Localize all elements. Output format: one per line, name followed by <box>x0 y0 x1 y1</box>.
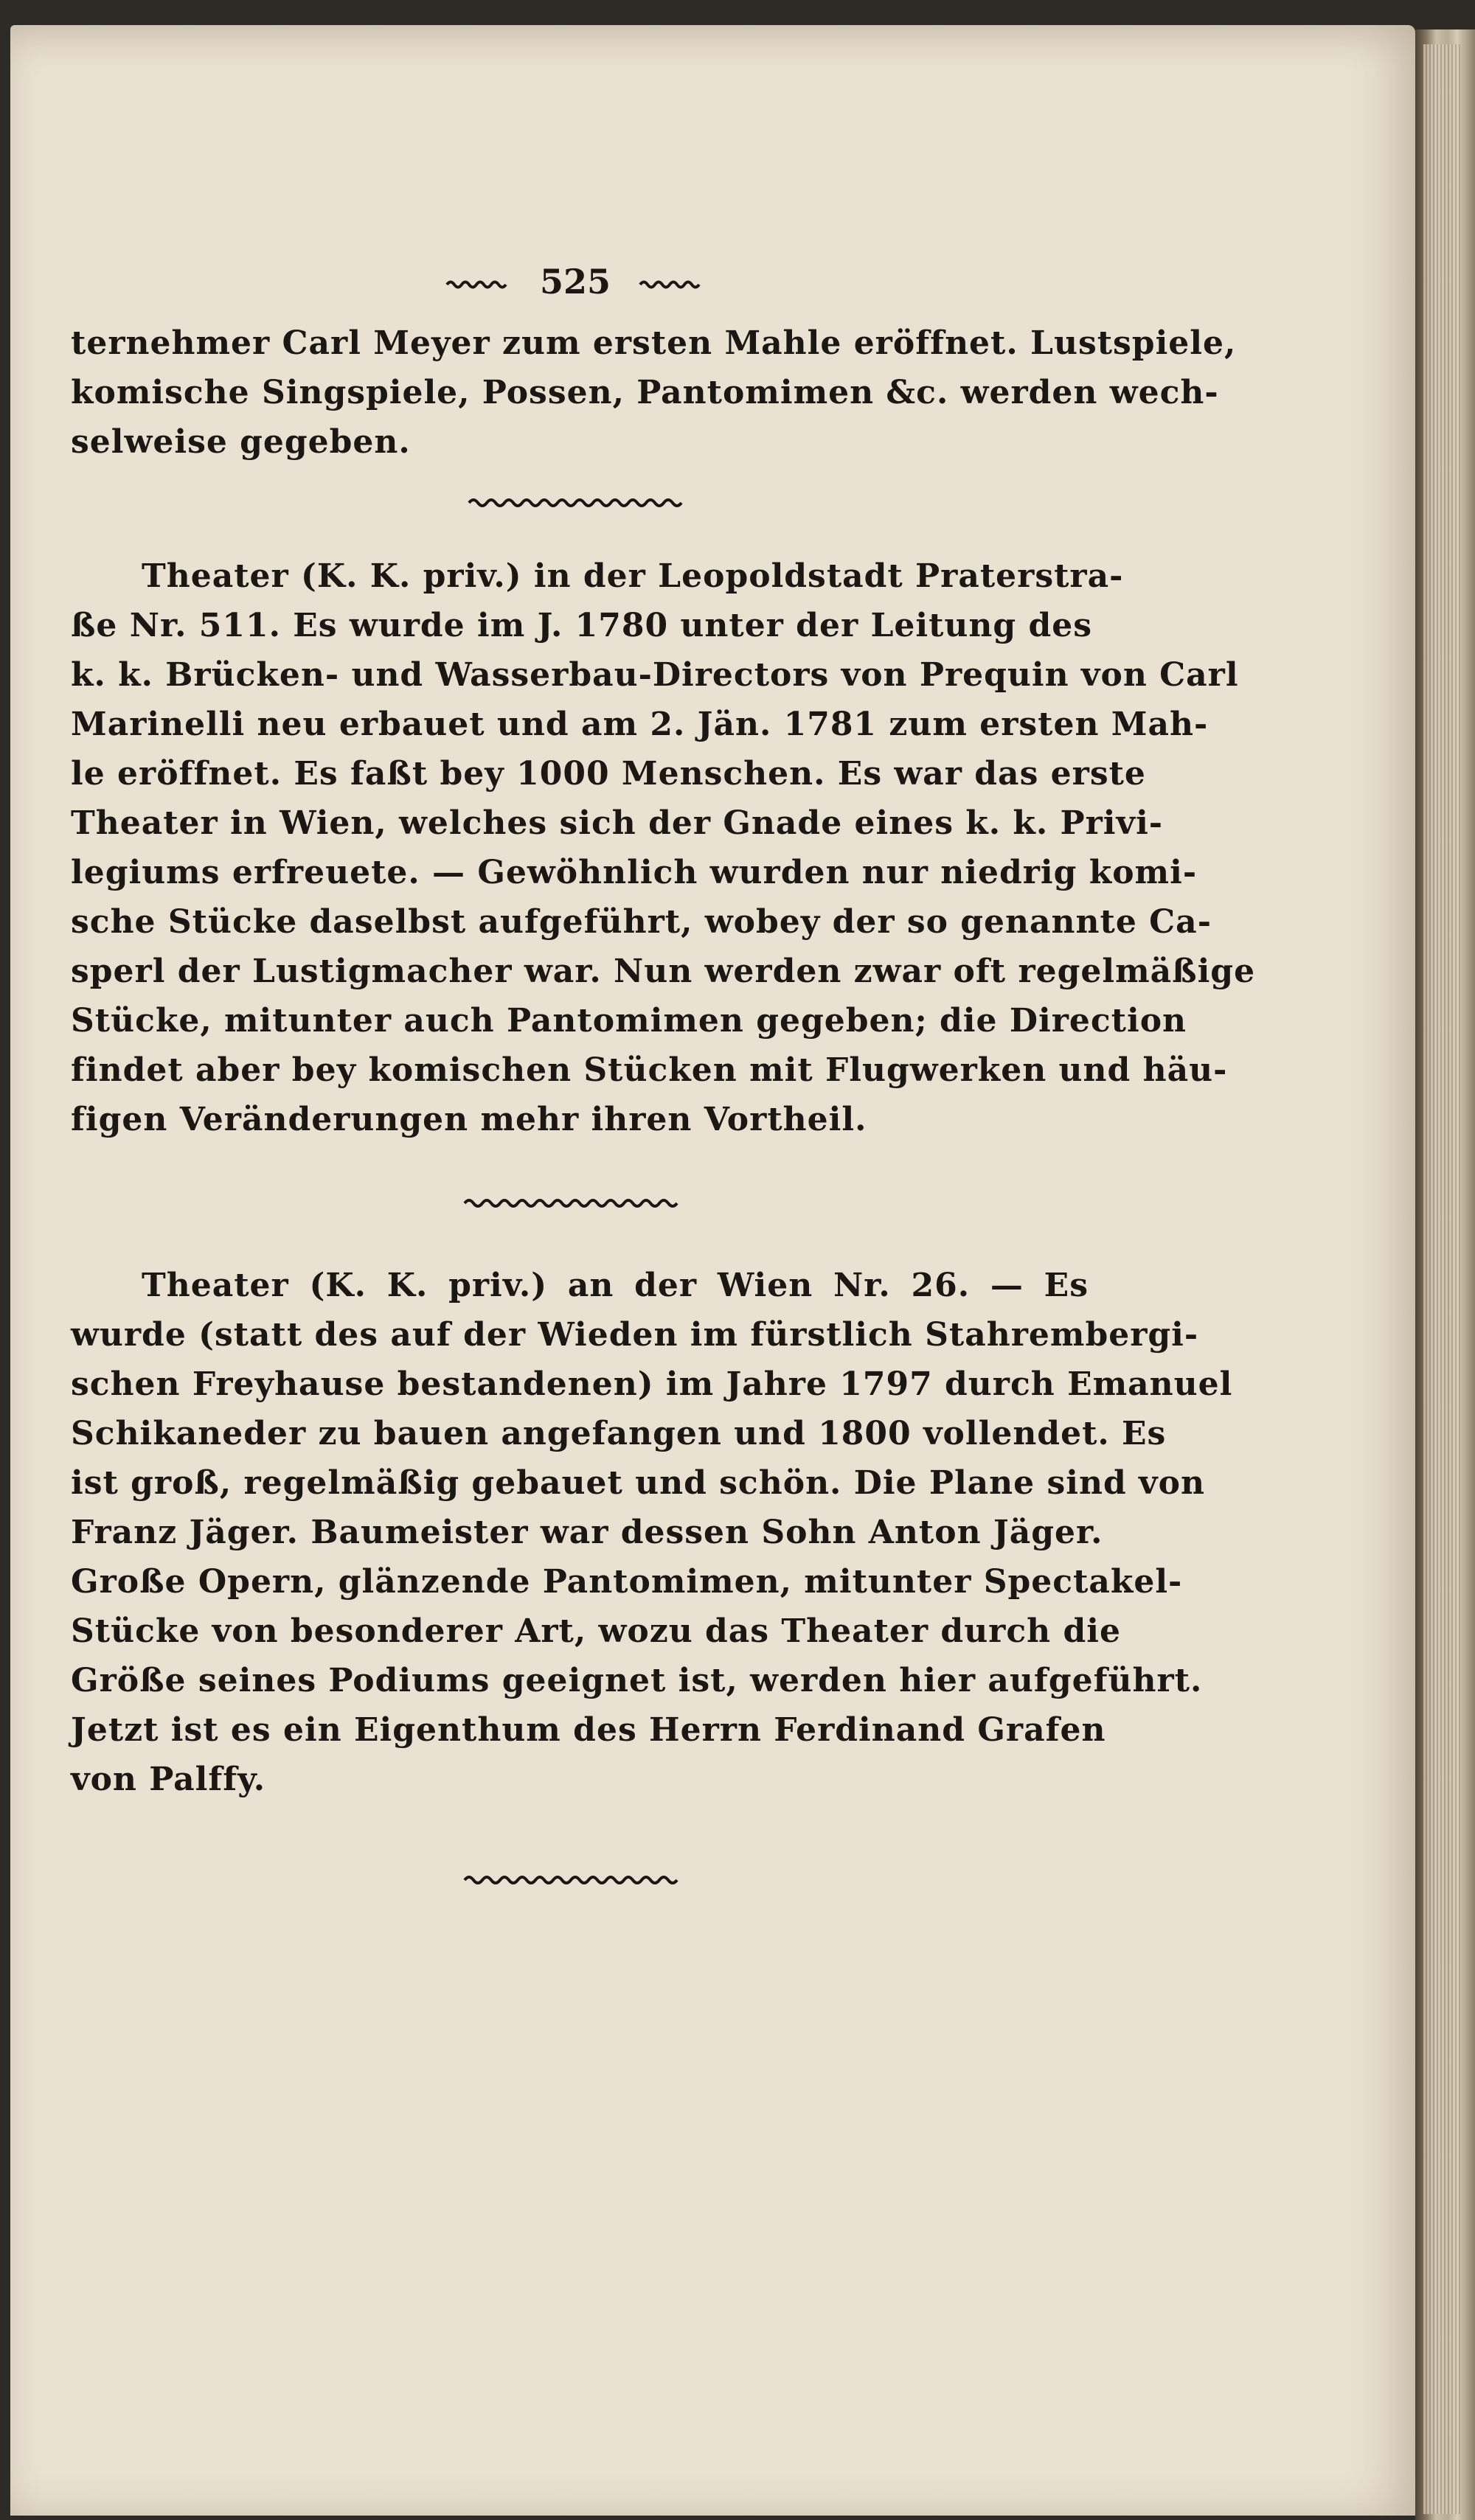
text-line: findet aber bey komischen Stücken mit Flugwerken und häu- <box>71 1051 1228 1089</box>
text-line: Franz Jäger. Baumeister war dessen Sohn Anton Jäger. <box>71 1514 1103 1551</box>
text-line: von Palffy. <box>71 1761 266 1798</box>
section-divider <box>466 495 687 510</box>
paragraph-1 <box>71 319 1237 467</box>
text-line: komische Singspiele, Possen, Pantomimen &c. werden wech- <box>71 374 1219 411</box>
page-header <box>413 262 738 302</box>
text-line: Stücke von besonderer Art, wozu das Theater durch die <box>71 1612 1121 1650</box>
text-line: ternehmer Carl Meyer zum ersten Mahle eröffnet. Lustspiele, <box>71 324 1237 362</box>
text-line: ße Nr. 511. Es wurde im J. 1780 unter der Leitung des <box>71 607 1093 644</box>
text-line: figen Veränderungen mehr ihren Vortheil. <box>71 1101 867 1138</box>
ornament-right <box>639 279 705 290</box>
text-line: Theater in Wien, welches sich der Gnade eines k. k. Privi- <box>71 804 1164 842</box>
text-line: sche Stücke daselbst aufgeführt, wobey der so genannte Ca- <box>71 903 1212 941</box>
section-divider <box>462 1873 683 1887</box>
text-line: Theater (K. K. priv.) an der Wien Nr. 26. — Es <box>142 1267 1089 1304</box>
page-number: 525 <box>539 262 611 302</box>
text-line: sperl der Lustigmacher war. Nun werden zwar oft regelmäßige <box>71 953 1256 990</box>
text-line: schen Freyhause bestandenen) im Jahre 1797 durch Emanuel <box>71 1365 1233 1403</box>
text-line: le eröffnet. Es faßt bey 1000 Menschen. Es war das erste <box>71 755 1146 793</box>
text-line: Stücke, mitunter auch Pantomimen gegeben; die Direction <box>71 1002 1187 1040</box>
section-divider <box>462 1196 683 1211</box>
text-line: Marinelli neu erbauet und am 2. Jän. 1781 zum ersten Mah- <box>71 706 1209 743</box>
text-line: Schikaneder zu bauen angefangen und 1800 vollendet. Es <box>71 1415 1167 1452</box>
text-line: selweise gegeben. <box>71 423 411 461</box>
text-line: Jetzt ist es ein Eigenthum des Herrn Ferdinand Grafen <box>71 1711 1106 1749</box>
text-line: Größe seines Podiums geeignet ist, werden hier aufgeführt. <box>71 1662 1203 1699</box>
ornament-left <box>445 279 512 290</box>
text-line: Große Opern, glänzende Pantomimen, mitunter Spectakel- <box>71 1563 1183 1601</box>
text-line: Theater (K. K. priv.) in der Leopoldstadt Praterstra- <box>142 557 1124 595</box>
paragraph-2 <box>71 551 1256 1144</box>
page-edges <box>1423 44 1460 2514</box>
text-line: k. k. Brücken- und Wasserbau-Directors von Prequin von Carl <box>71 656 1239 694</box>
text-line: wurde (statt des auf der Wieden im fürstlich Stahrembergi- <box>71 1316 1199 1354</box>
text-line: legiums erfreuete. — Gewöhnlich wurden nur niedrig komi- <box>71 854 1198 891</box>
paragraph-3 <box>71 1261 1233 1804</box>
text-line: ist groß, regelmäßig gebauet und schön. Die Plane sind von <box>71 1464 1205 1502</box>
